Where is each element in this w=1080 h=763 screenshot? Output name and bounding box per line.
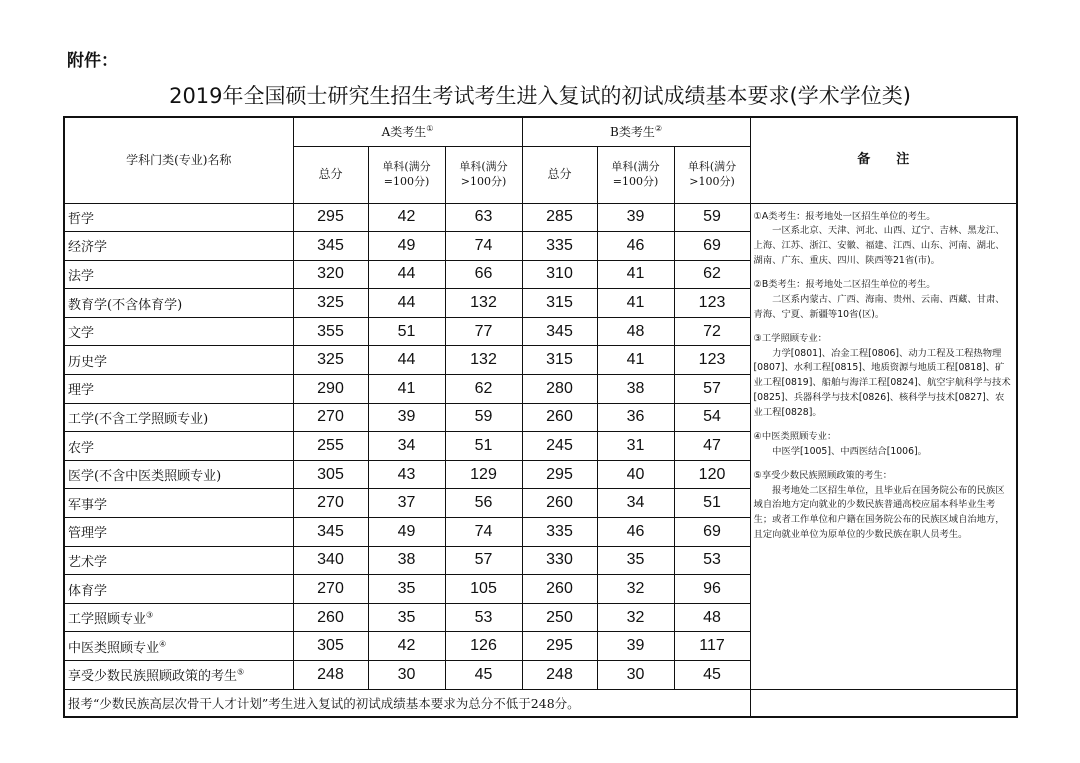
- score-cell-a-s100: 44: [368, 346, 445, 375]
- score-cell-b-sgt: 54: [674, 403, 750, 432]
- remark-item: [754, 332, 1014, 421]
- score-cell-b-s100: 41: [597, 346, 674, 375]
- score-cell-b-sgt: 57: [674, 375, 750, 404]
- score-cell-b-s100: 32: [597, 603, 674, 632]
- score-cell-b-s100: 39: [597, 203, 674, 232]
- score-cell-a-total: 270: [293, 403, 368, 432]
- subject-column-header: 学科门类(专业)名称: [64, 117, 293, 203]
- score-cell-b-s100: 41: [597, 260, 674, 289]
- subject-name: 教育学(不含体育学): [68, 297, 183, 313]
- group-b-header: [522, 117, 750, 146]
- score-cell-b-sgt: 47: [674, 432, 750, 461]
- subject-name-cell: [64, 632, 293, 661]
- subject-name: 法学: [68, 268, 95, 284]
- subject-name: 理学: [68, 383, 95, 399]
- score-cell-b-s100: 35: [597, 546, 674, 575]
- score-cell-a-s100: 49: [368, 518, 445, 547]
- score-cell-b-total: 345: [522, 317, 597, 346]
- score-cell-a-s100: 42: [368, 203, 445, 232]
- score-cell-a-total: 340: [293, 546, 368, 575]
- score-cell-a-total: 270: [293, 575, 368, 604]
- subject-name-cell: [64, 317, 293, 346]
- a-single-gt100-header: [445, 146, 522, 203]
- score-cell-a-s100: 41: [368, 375, 445, 404]
- score-cell-b-sgt: 69: [674, 232, 750, 261]
- subject-name-cell: [64, 375, 293, 404]
- score-cell-b-total: 250: [522, 603, 597, 632]
- score-cell-a-sgt: 105: [445, 575, 522, 604]
- score-cell-a-s100: 37: [368, 489, 445, 518]
- score-cell-b-total: 245: [522, 432, 597, 461]
- remark-body: 力学[0801]、冶金工程[0806]、动力工程及工程热物理[0807]、水利工程[0815]、地质资源与地质工程[0818]、矿业工程[0819]、船舶与海洋工程[0824]、航空宇航科学与技术[0825]、兵器科学与技术[0826]、核科学与技术[0827]、农业工程[0828]。: [753, 347, 1011, 418]
- b-single-gt100-line2: >100分): [689, 174, 735, 188]
- score-cell-a-total: 320: [293, 260, 368, 289]
- subject-name-cell: [64, 203, 293, 232]
- a-single-100-line1: 单科(满分: [382, 160, 431, 174]
- a-single-gt100-line1: 单科(满分: [459, 160, 508, 174]
- score-cell-a-s100: 30: [368, 661, 445, 690]
- score-cell-b-s100: 34: [597, 489, 674, 518]
- score-cell-a-s100: 38: [368, 546, 445, 575]
- score-cell-b-total: 330: [522, 546, 597, 575]
- footer-row: [64, 689, 1017, 717]
- score-cell-b-sgt: 48: [674, 603, 750, 632]
- score-cell-b-total: 295: [522, 460, 597, 489]
- subject-name-cell: [64, 489, 293, 518]
- score-cell-a-sgt: 132: [445, 289, 522, 318]
- footer-empty-cell: [750, 689, 1017, 717]
- b-single-100-header: [597, 146, 674, 203]
- score-cell-a-s100: 44: [368, 260, 445, 289]
- subject-name-cell: [64, 575, 293, 604]
- score-cell-b-total: 285: [522, 203, 597, 232]
- a-single-gt100-line2: >100分): [460, 174, 507, 188]
- score-cell-b-s100: 36: [597, 403, 674, 432]
- subject-name-cell: [64, 346, 293, 375]
- score-cell-b-s100: 38: [597, 375, 674, 404]
- score-cell-b-total: 260: [522, 489, 597, 518]
- remark-item: [754, 430, 1014, 460]
- score-cell-b-s100: 39: [597, 632, 674, 661]
- subject-name-cell: [64, 603, 293, 632]
- score-cell-a-sgt: 56: [445, 489, 522, 518]
- a-total-header: 总分: [293, 146, 368, 203]
- b-single-gt100-header: [674, 146, 750, 203]
- group-a-mark: ①: [426, 123, 434, 133]
- page-title: 2019年全国硕士研究生招生考试考生进入复试的初试成绩基本要求(学术学位类): [169, 84, 911, 108]
- subject-name: 文学: [68, 326, 95, 342]
- group-a-label: A类考生: [381, 124, 427, 139]
- score-cell-b-s100: 30: [597, 661, 674, 690]
- score-cell-a-s100: 49: [368, 232, 445, 261]
- score-cell-a-total: 260: [293, 603, 368, 632]
- score-cell-b-s100: 40: [597, 460, 674, 489]
- score-cell-b-sgt: 45: [674, 661, 750, 690]
- score-cell-b-sgt: 96: [674, 575, 750, 604]
- remark-head: ①A类考生：报考地处一区招生单位的考生。: [753, 210, 936, 222]
- score-cell-a-total: 355: [293, 317, 368, 346]
- score-cell-a-s100: 35: [368, 603, 445, 632]
- subject-name-cell: [64, 432, 293, 461]
- subject-name-cell: [64, 546, 293, 575]
- score-cell-b-s100: 46: [597, 232, 674, 261]
- subject-name: 历史学: [68, 354, 108, 370]
- remark-head: ④中医类照顾专业：: [753, 430, 837, 442]
- score-cell-a-sgt: 57: [445, 546, 522, 575]
- subject-mark: ③: [146, 610, 154, 620]
- subject-name: 艺术学: [68, 554, 108, 570]
- score-cell-a-sgt: 51: [445, 432, 522, 461]
- score-cell-a-total: 295: [293, 203, 368, 232]
- score-cell-b-sgt: 51: [674, 489, 750, 518]
- score-cell-a-sgt: 66: [445, 260, 522, 289]
- score-cell-a-total: 325: [293, 289, 368, 318]
- score-cell-b-s100: 31: [597, 432, 674, 461]
- remark-body: 二区系内蒙古、广西、海南、贵州、云南、西藏、甘肃、青海、宁夏、新疆等10省(区)。: [753, 293, 1005, 320]
- remarks-cell: [750, 203, 1017, 689]
- score-cell-a-s100: 51: [368, 317, 445, 346]
- score-cell-a-total: 270: [293, 489, 368, 518]
- score-cell-a-total: 248: [293, 661, 368, 690]
- score-cell-a-s100: 39: [368, 403, 445, 432]
- remark-item: [754, 278, 1014, 323]
- subject-name: 享受少数民族照顾政策的考生: [68, 669, 238, 685]
- score-cell-b-total: 315: [522, 289, 597, 318]
- score-cell-a-sgt: 132: [445, 346, 522, 375]
- score-cell-b-s100: 41: [597, 289, 674, 318]
- score-cell-b-sgt: 53: [674, 546, 750, 575]
- score-cell-b-total: 248: [522, 661, 597, 690]
- score-cell-a-total: 290: [293, 375, 368, 404]
- score-cell-b-s100: 46: [597, 518, 674, 547]
- subject-name: 医学(不含中医类照顾专业): [68, 469, 222, 485]
- b-single-gt100-line1: 单科(满分: [687, 160, 737, 174]
- remark-body: 报考地处二区招生单位，且毕业后在国务院公布的民族区域自治地方定向就业的少数民族普通高校应届本科毕业生考生；或者工作单位和户籍在国务院公布的民族区域自治地方，且定向就业单位为原单位的少数民族在职人员考生。: [753, 484, 1005, 541]
- score-cell-a-sgt: 45: [445, 661, 522, 690]
- remark-head: ③工学照顾专业：: [753, 332, 827, 344]
- score-cell-a-s100: 35: [368, 575, 445, 604]
- subject-name: 农学: [68, 440, 95, 456]
- subject-name: 中医类照顾专业: [68, 640, 160, 656]
- score-cell-b-total: 335: [522, 518, 597, 547]
- subject-mark: ④: [159, 639, 167, 649]
- subject-name: 体育学: [68, 583, 108, 599]
- score-cell-b-sgt: 123: [674, 289, 750, 318]
- score-cell-b-sgt: 117: [674, 632, 750, 661]
- subject-mark: ⑤: [237, 667, 245, 677]
- score-cell-a-sgt: 74: [445, 232, 522, 261]
- score-cell-a-s100: 42: [368, 632, 445, 661]
- score-cell-b-total: 310: [522, 260, 597, 289]
- b-single-100-line1: 单科(满分: [611, 160, 660, 174]
- score-cell-b-total: 315: [522, 346, 597, 375]
- subject-name: 哲学: [68, 211, 95, 227]
- subject-name: 工学(不含工学照顾专业): [68, 411, 209, 427]
- subject-name-cell: [64, 460, 293, 489]
- group-a-header: [293, 117, 522, 146]
- score-cell-a-sgt: 62: [445, 375, 522, 404]
- remark-body: 中医学[1005]、中西医结合[1006]。: [772, 445, 927, 457]
- score-cell-a-total: 305: [293, 460, 368, 489]
- remark-body: 一区系北京、天津、河北、山西、辽宁、吉林、黑龙江、上海、江苏、浙江、安徽、福建、江西、山东、河南、湖北、湖南、广东、重庆、四川、陕西等21省(市)。: [753, 225, 1005, 267]
- score-cell-a-total: 345: [293, 232, 368, 261]
- subject-name: 经济学: [68, 240, 108, 256]
- attachment-label: 附件：: [67, 51, 118, 71]
- score-cell-a-s100: 34: [368, 432, 445, 461]
- subject-name-cell: [64, 518, 293, 547]
- subject-name: 军事学: [68, 497, 108, 513]
- remark-head: ⑤享受少数民族照顾政策的考生：: [753, 469, 893, 481]
- score-cell-b-s100: 32: [597, 575, 674, 604]
- score-cell-b-sgt: 69: [674, 518, 750, 547]
- score-cell-a-s100: 44: [368, 289, 445, 318]
- b-single-100-line2: =100分): [612, 174, 659, 188]
- subject-name: 工学照顾专业: [68, 612, 147, 628]
- score-cell-a-sgt: 53: [445, 603, 522, 632]
- score-cell-a-s100: 43: [368, 460, 445, 489]
- score-cell-b-total: 260: [522, 575, 597, 604]
- a-single-100-line2: =100分): [383, 174, 430, 188]
- score-cell-b-total: 280: [522, 375, 597, 404]
- a-single-100-header: [368, 146, 445, 203]
- score-cell-a-total: 325: [293, 346, 368, 375]
- score-cell-b-total: 260: [522, 403, 597, 432]
- subject-name-cell: [64, 232, 293, 261]
- subject-name-cell: [64, 403, 293, 432]
- score-cell-b-sgt: 62: [674, 260, 750, 289]
- subject-name-cell: [64, 661, 293, 690]
- footer-note: 报考“少数民族高层次骨干人才计划”考生进入复试的初试成绩基本要求为总分不低于248分。: [64, 689, 750, 717]
- score-cell-b-sgt: 59: [674, 203, 750, 232]
- score-cell-b-total: 295: [522, 632, 597, 661]
- subject-name-cell: [64, 289, 293, 318]
- remarks-header: 备 注: [750, 117, 1017, 203]
- score-cell-a-sgt: 74: [445, 518, 522, 547]
- remark-head: ②B类考生：报考地处二区招生单位的考生。: [753, 279, 936, 290]
- subject-name-cell: [64, 260, 293, 289]
- remark-item: [754, 210, 1014, 270]
- score-cell-b-s100: 48: [597, 317, 674, 346]
- remark-item: [754, 469, 1014, 543]
- b-total-header: 总分: [522, 146, 597, 203]
- score-cell-b-sgt: 120: [674, 460, 750, 489]
- score-cell-a-total: 255: [293, 432, 368, 461]
- table-row: [64, 203, 1017, 232]
- score-cell-a-sgt: 126: [445, 632, 522, 661]
- subject-name: 管理学: [68, 526, 108, 542]
- group-b-mark: ②: [654, 123, 663, 133]
- score-cell-b-sgt: 123: [674, 346, 750, 375]
- score-cell-a-total: 305: [293, 632, 368, 661]
- score-cell-b-total: 335: [522, 232, 597, 261]
- score-cell-a-total: 345: [293, 518, 368, 547]
- score-cell-b-sgt: 72: [674, 317, 750, 346]
- score-cell-a-sgt: 63: [445, 203, 522, 232]
- score-cell-a-sgt: 77: [445, 317, 522, 346]
- score-cell-a-sgt: 59: [445, 403, 522, 432]
- group-b-label: B类考生: [610, 124, 655, 139]
- score-table: [63, 116, 1018, 718]
- score-cell-a-sgt: 129: [445, 460, 522, 489]
